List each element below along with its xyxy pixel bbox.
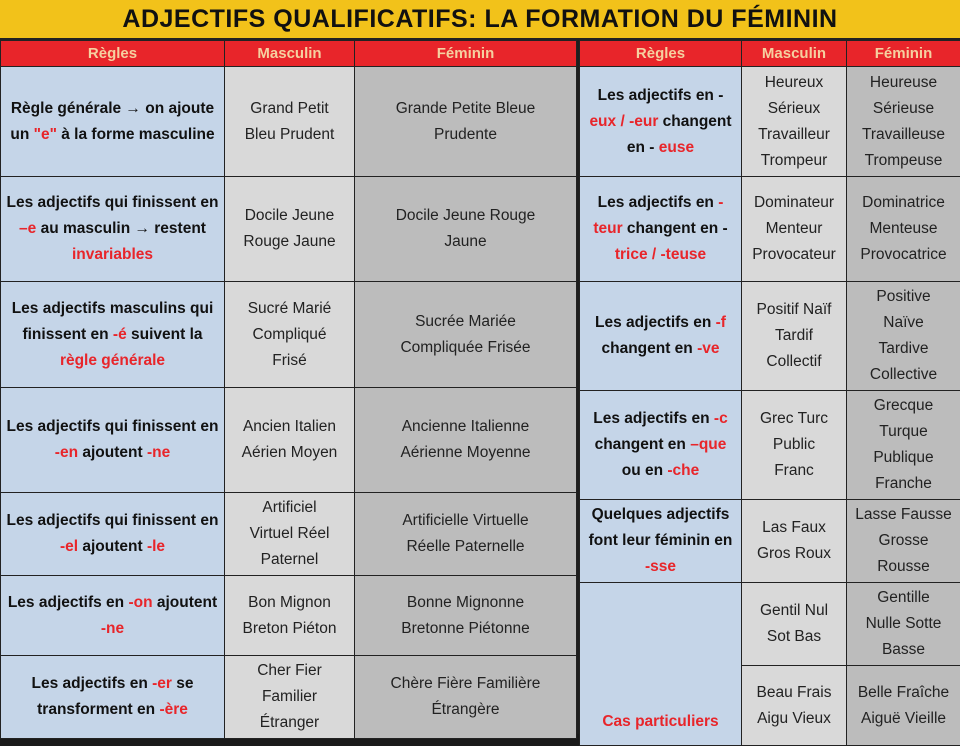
masculin-cell: Las Faux Gros Roux [742, 500, 847, 583]
header-rules: Règles [580, 41, 742, 67]
feminin-cell: Sucrée Mariée Compliquée Frisée [355, 282, 577, 388]
feminin-cell: Ancienne Italienne Aérienne Moyenne [355, 388, 577, 493]
table-row [580, 583, 960, 666]
masculin-cell: Dominateur Menteur Provocateur [742, 177, 847, 282]
table-row [1, 493, 577, 576]
table-row [580, 67, 960, 177]
left-table [0, 40, 577, 739]
right-table-section [579, 40, 960, 746]
rule-highlight: Cas particuliers [602, 713, 718, 730]
left-header-row [1, 41, 577, 67]
masculin-cell: Docile Jeune Rouge Jaune [225, 177, 355, 282]
feminin-cell: Positive Naïve Tardive Collective [847, 282, 960, 391]
feminin-cell: Gentille Nulle Sotte Basse [847, 583, 960, 666]
masculin-cell: Artificiel Virtuel Réel Paternel [225, 493, 355, 576]
rule-text: Les adjectifs en [32, 675, 153, 692]
rule-cell [1, 67, 225, 177]
rule-cell [1, 493, 225, 576]
rule-highlight: -ne [101, 620, 124, 637]
rule-cell [1, 576, 225, 656]
table-row [1, 177, 577, 282]
rule-highlight: -en [55, 444, 78, 461]
rule-text: à la forme masculine [57, 126, 215, 143]
rule-cell [580, 177, 742, 282]
masculin-cell: Bon Mignon Breton Piéton [225, 576, 355, 656]
header-rules: Règles [1, 41, 225, 67]
rule-cell [580, 391, 742, 500]
header-feminin: Féminin [847, 41, 960, 67]
rule-text: Quelques adjectifs font leur féminin en [589, 506, 733, 549]
rule-text: Les adjectifs qui finissent en [7, 418, 219, 435]
rule-text: se transforment en [37, 675, 193, 718]
feminin-cell: Grande Petite Bleue Prudente [355, 67, 577, 177]
rule-highlight: teur [593, 220, 622, 237]
masculin-cell: Beau Frais Aigu Vieux [742, 666, 847, 746]
rule-cell [1, 282, 225, 388]
rule-cell [1, 388, 225, 493]
rule-cell [580, 500, 742, 583]
masculin-cell: Positif Naïf Tardif Collectif [742, 282, 847, 391]
rule-cell [1, 177, 225, 282]
rule-text: ajoutent [78, 444, 147, 461]
masculin-cell: Sucré Marié Compliqué Frisé [225, 282, 355, 388]
left-table-body [1, 67, 577, 739]
rule-highlight: –e [19, 220, 36, 237]
rule-text: changent en - [627, 113, 732, 156]
table-row [1, 282, 577, 388]
table-row [580, 500, 960, 583]
table-row [1, 388, 577, 493]
rule-text: changent en - [623, 220, 728, 237]
rule-cell [580, 583, 742, 746]
table-row [1, 656, 577, 739]
rule-highlight: trice / -teuse [615, 246, 706, 263]
right-header-row [580, 41, 960, 67]
rule-text: Les adjectifs en [598, 194, 719, 211]
rule-text: suivent la [127, 326, 203, 343]
left-table-section [0, 40, 576, 739]
table-row [580, 282, 960, 391]
rule-text: au masculin → restent [36, 220, 206, 237]
feminin-cell: Docile Jeune Rouge Jaune [355, 177, 577, 282]
rule-highlight: - [718, 194, 723, 211]
rule-text: ou en [622, 462, 668, 479]
masculin-cell: Cher Fier Familier Étranger [225, 656, 355, 739]
rule-text: Les adjectifs qui finissent en [7, 194, 219, 211]
title-bar [0, 0, 960, 40]
page-title: ADJECTIFS QUALIFICATIFS: LA FORMATION DU FÉMININ [122, 5, 837, 34]
rule-cell [580, 282, 742, 391]
rule-highlight: -sse [645, 558, 676, 575]
rule-cell [1, 656, 225, 739]
rule-text: ajoutent [78, 538, 147, 555]
rule-highlight: règle générale [60, 352, 165, 369]
rule-highlight: euse [659, 139, 694, 156]
rule-highlight: -el [60, 538, 78, 555]
right-table [579, 40, 960, 746]
rule-highlight: –que [690, 436, 726, 453]
rule-highlight: -c [714, 410, 728, 427]
header-masculin: Masculin [742, 41, 847, 67]
rule-highlight: -é [113, 326, 127, 343]
rule-text: Les adjectifs qui finissent en [7, 512, 219, 529]
rule-highlight: -ère [159, 701, 187, 718]
table-row [580, 177, 960, 282]
rule-text: Règle générale → on ajoute un [10, 100, 214, 143]
rule-highlight: -che [667, 462, 699, 479]
feminin-cell: Chère Fière Familière Étrangère [355, 656, 577, 739]
masculin-cell: Heureux Sérieux Travailleur Trompeur [742, 67, 847, 177]
feminin-cell: Lasse Fausse Grosse Rousse [847, 500, 960, 583]
masculin-cell: Ancien Italien Aérien Moyen [225, 388, 355, 493]
rule-highlight: "e" [34, 126, 57, 143]
rule-highlight: -on [128, 594, 152, 611]
feminin-cell: Artificielle Virtuelle Réelle Paternelle [355, 493, 577, 576]
rule-text: Les adjectifs en [8, 594, 129, 611]
header-feminin: Féminin [355, 41, 577, 67]
rule-highlight: -ve [697, 340, 719, 357]
masculin-cell: Grand Petit Bleu Prudent [225, 67, 355, 177]
rule-text: ajoutent [153, 594, 218, 611]
feminin-cell: Dominatrice Menteuse Provocatrice [847, 177, 960, 282]
feminin-cell: Grecque Turque Publique Franche [847, 391, 960, 500]
rule-text: Les adjectifs en [595, 314, 716, 331]
rule-highlight: invariables [72, 246, 153, 263]
feminin-cell: Belle Fraîche Aiguë Vieille [847, 666, 960, 746]
rule-text: Les adjectifs en [593, 410, 714, 427]
header-masculin: Masculin [225, 41, 355, 67]
rule-highlight: -f [716, 314, 726, 331]
rule-cell [580, 67, 742, 177]
rule-highlight: eux / -eur [589, 113, 658, 130]
feminin-cell: Bonne Mignonne Bretonne Piétonne [355, 576, 577, 656]
rule-highlight: -er [152, 675, 172, 692]
rule-text: Les adjectifs masculins qui finissent en [12, 300, 214, 343]
rule-text: changent en [601, 340, 697, 357]
masculin-cell: Grec Turc Public Franc [742, 391, 847, 500]
table-row [580, 391, 960, 500]
rule-highlight: -ne [147, 444, 170, 461]
table-row [1, 576, 577, 656]
feminin-cell: Heureuse Sérieuse Travailleuse Trompeuse [847, 67, 960, 177]
rule-text: changent en [595, 436, 691, 453]
table-row [1, 67, 577, 177]
right-table-body [580, 67, 960, 746]
masculin-cell: Gentil Nul Sot Bas [742, 583, 847, 666]
rule-highlight: -le [147, 538, 165, 555]
rule-text: Les adjectifs en - [598, 87, 724, 104]
